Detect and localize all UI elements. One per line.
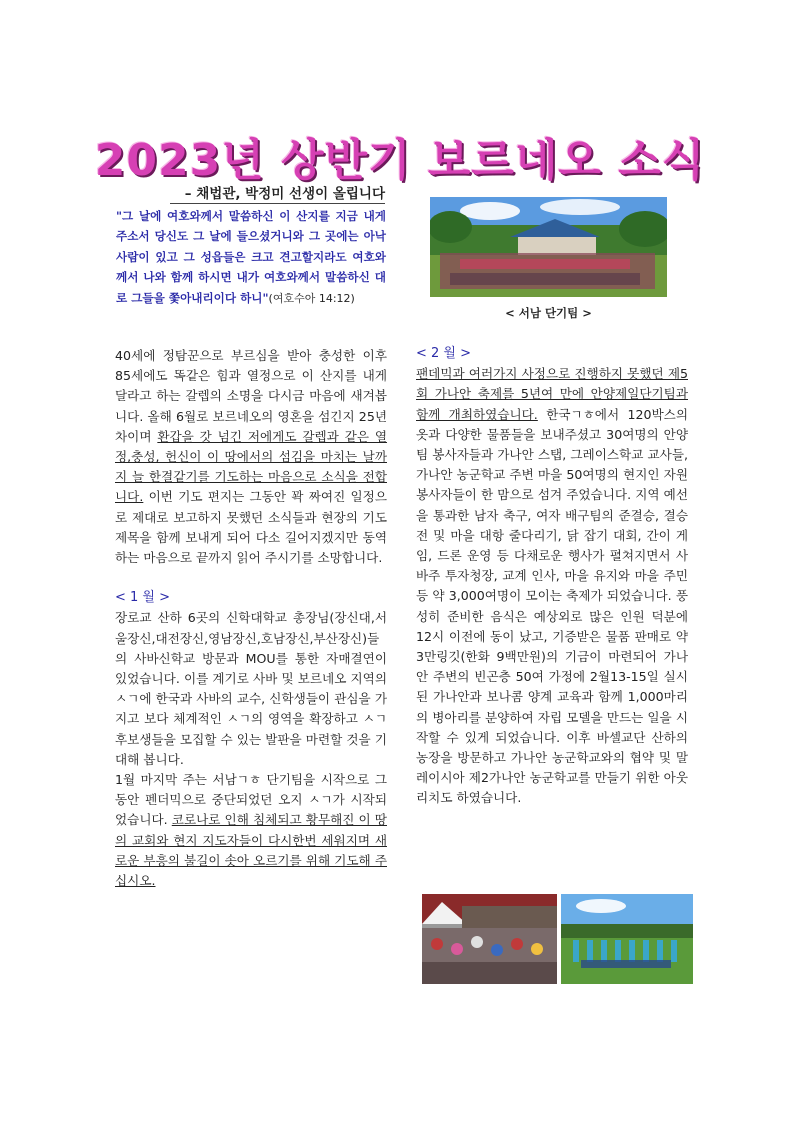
sports-team-photo	[561, 894, 693, 984]
january-text-2: 1월 마지막 주는 서남ㄱㅎ 단기팀을 시작으로 그동안 펜더믹으로 중단되었던 오지 ㅅㄱ가 시작되었습니다.	[115, 772, 387, 828]
bible-verse	[116, 206, 386, 309]
february-underlined-text: 팬데믹과 여러가지 사정으로 진행하지 못했던 제5회 가나안 축제를 5년여 만에 안양제일단기팀과 함께 개최하였습니다.	[416, 366, 688, 422]
intro-underlined-text: 환갑을 갓 넘긴 저에게도 갈렙과 같은 열정,충성, 헌신이 이 땅에서의 섬김을 마치는 날까지 늘 한결같기를 기도하는 마음으로 소식을 전합니다.	[115, 428, 388, 505]
intro-text-1: 40세에 정탐꾼으로 부르심을 받아 충성한 이후 85세에도 똑같은 힘과 열정으로 이 산지를 내게 달라고 하는 갈렙의 소명을 다시금 마음에 새겨봅니다. 올해 6월로 보르네오의 영혼을 섬긴지 25년차이며	[115, 348, 387, 444]
left-column	[115, 346, 387, 891]
january-paragraph-1: 장로교 산하 6곳의 신학대학교 총장님(장신대,서울장신,대전장신,영남장신,호남장신,부산장신)들의 사바신학교 방문과 MOU를 통한 자매결연이 있었습니다. 이를 계기로 사바 및 보르네오 지역의 ㅅㄱ에 한국과 사바의 교수, 신학생들이 관심을 가지고 보다 체계적인 ㅅㄱ의 영역을 확장하고 ㅅㄱ후보생들을 모집할 수 있는 발판을 마련할 것을 기대해 봅니다.	[115, 610, 387, 767]
group-photo	[430, 197, 667, 297]
photo-caption: < 서남 단기팀 >	[505, 306, 592, 320]
page-title: 2023년 상반기 보르네오 소식	[94, 135, 706, 186]
february-text: 한국ㄱㅎ에서 120박스의 옷과 다양한 물품들을 보내주셨고 30여명의 안양팀 봉사자들과 가나안 스탭, 그레이스학교 교사들, 가나안 농군학교 주변 마을 50여명의 현지인 자원봉사자들이 한 맘으로 섬겨 주었습니다. 지역 예선을 통과한 남자 축구, 여자 배구팀의 준결승, 결승전 및 마을 대항 줄다리기, 닭 잡기 대회, 간이 게임, 드론 운영 등 다채로운 행사가 펼쳐지면서 사바주 투자청장, 교계 인사, 마을 유지와 마을 주민등 약 3,000여명이 모이는 축제가 되었습니다. 풍성히 준비한 음식은 예상외로 많은 인원 덕분에 12시 이전에 동이 났고, 기증받은 물품 판매로 약 3만링깃(한화 9백만원)의 기금이 마련되어 가나안 주변의 빈곤층 50여 가정에 2월13-15일 실시된 가나안과 보나콤 양계 교육과 함께 1,000마리의 병아리를 분양하여 자립 모델을 만드는 일을 시작할 수 있게 되었습니다. 이후 바셀교단 산하의 농장을 방문하고 가나안 농군학교와의 협약 및 말레이시아 제2가나안 농군학교를 만들기 위한 아웃리치도 하였습니다.	[416, 406, 688, 806]
january-paragraph-2	[115, 770, 387, 891]
byline: – 채법관, 박정미 선생이 올립니다	[170, 182, 385, 204]
right-column	[416, 344, 688, 809]
february-heading: < 2 월 >	[416, 346, 472, 361]
festival-photo	[422, 894, 557, 984]
january-underlined-text: 코로나로 인해 침체되고 황무해진 이 땅의 교회와 현지 지도자들이 다시한번 세워지며 새로운 부흥의 불길이 솟아 오르기를 위해 기도해 주십시오.	[115, 812, 387, 889]
verse-text: "그 날에 여호와께서 말씀하신 이 산지를 지금 내게 주소서 당신도 그 날에 들으셨거니와 그 곳에는 아낙 사람이 있고 그 성읍들은 크고 견고할지라도 여호와께서 나와 함께 하시면 내가 여호와께서 말씀하신 대로 그들을 쫓아내리이다 하니"	[116, 209, 386, 305]
january-heading: < 1 월 >	[115, 590, 171, 606]
intro-text-2: 이번 기도 편지는 그동안 꽉 짜여진 일정으로 제대로 보고하지 못했던 소식들과 현장의 기도 제목을 함께 보내게 되어 다소 길어지겠지만 동역하는 마음으로 끝까지 읽어 주시기를 소망합니다.	[115, 489, 387, 566]
verse-reference: (여호수아 14:12)	[268, 291, 355, 305]
february-paragraph	[416, 364, 688, 808]
intro-paragraph	[115, 346, 387, 568]
